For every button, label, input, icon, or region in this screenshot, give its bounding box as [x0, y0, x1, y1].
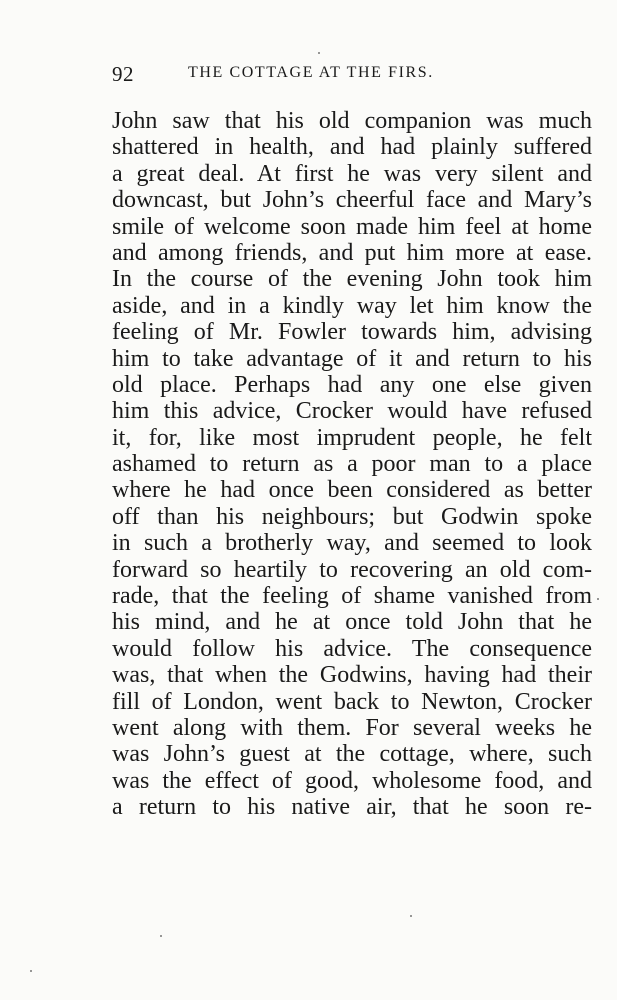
- text-line: and among friends, and put him more at ease.: [112, 239, 592, 266]
- running-title: THE COTTAGE AT THE FIRS.: [188, 64, 434, 81]
- paper-speck: [160, 935, 162, 937]
- text-line: John saw that his old companion was much: [112, 108, 592, 134]
- paper-speck: [597, 598, 599, 600]
- text-line: would follow his advice. The consequence: [112, 635, 592, 662]
- text-line: was, that when the Godwins, having had their: [112, 662, 592, 689]
- text-line: smile of welcome soon made him feel at home: [112, 213, 592, 240]
- text-line: him this advice, Crocker would have refused: [112, 398, 592, 425]
- text-line: went along with them. For several weeks he: [112, 714, 592, 741]
- text-line: rade, that the feeling of shame vanished from: [112, 583, 592, 610]
- text-line: a great deal. At first he was very silent and: [112, 160, 592, 187]
- text-line: ashamed to return as a poor man to a place: [112, 451, 592, 478]
- paper-speck: [318, 52, 320, 54]
- text-line: aside, and in a kindly way let him know the: [112, 292, 592, 319]
- text-line: old place. Perhaps had any one else given: [112, 371, 592, 398]
- text-line: was John’s guest at the cottage, where, such: [112, 741, 592, 768]
- text-line: a return to his native air, that he soon re-: [112, 794, 592, 821]
- text-line: In the course of the evening John took him: [112, 266, 592, 293]
- text-line: feeling of Mr. Fowler towards him, advising: [112, 319, 592, 346]
- text-line: downcast, but John’s cheerful face and Mary’s: [112, 187, 592, 214]
- body-text: [112, 108, 592, 821]
- text-line: where he had once been considered as better: [112, 477, 592, 504]
- text-line: his mind, and he at once told John that he: [112, 609, 592, 636]
- text-line: was the effect of good, wholesome food, and: [112, 767, 592, 794]
- text-line: off than his neighbours; but Godwin spoke: [112, 503, 592, 530]
- text-line: shattered in health, and had plainly suffered: [112, 134, 592, 161]
- paper-speck: [30, 970, 32, 972]
- text-line: it, for, like most imprudent people, he felt: [112, 424, 592, 451]
- text-line: in such a brotherly way, and seemed to look: [112, 530, 592, 557]
- text-line: fill of London, went back to Newton, Crocker: [112, 688, 592, 715]
- page-number: 92: [112, 62, 134, 86]
- paper-speck: [410, 915, 412, 917]
- text-line: him to take advantage of it and return to his: [112, 345, 592, 372]
- page-header: [112, 62, 504, 90]
- text-line: forward so heartily to recovering an old com-: [112, 556, 592, 583]
